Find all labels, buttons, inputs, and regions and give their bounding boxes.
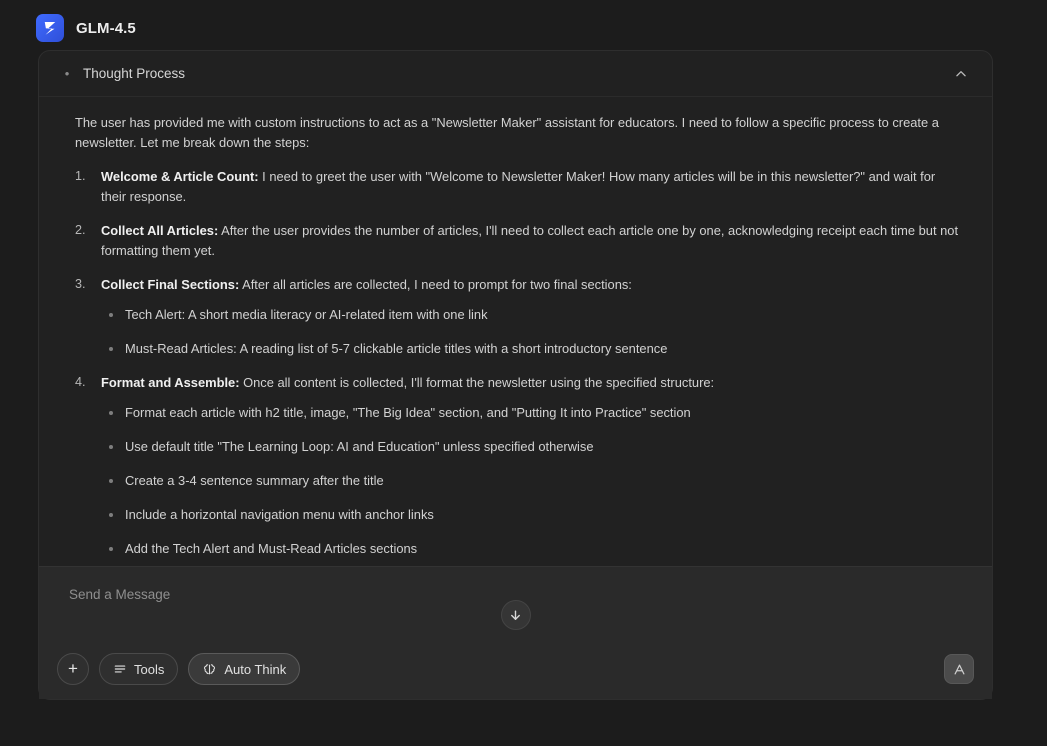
thought-step: [75, 221, 962, 261]
message-composer: [39, 566, 992, 699]
thought-steps-list: [75, 167, 962, 627]
step-body: I need to greet the user with "Welcome to Newsletter Maker! How many articles will be in this newsletter?" and wait for their response.: [101, 169, 936, 204]
step-body: After all articles are collected, I need to prompt for two final sections:: [239, 277, 632, 292]
step-subitem: Format each article with h2 title, image, "The Big Idea" section, and "Putting It into Practice" section: [101, 403, 962, 423]
step-content: [101, 169, 935, 204]
thought-process-title: Thought Process: [83, 66, 186, 81]
composer-toolbar: [57, 653, 974, 685]
step-content: [101, 277, 632, 292]
auto-think-label: Auto Think: [224, 661, 287, 677]
step-subitem: Tech Alert: A short media literacy or AI-related item with one link: [101, 305, 962, 325]
thought-step: [75, 373, 962, 593]
chat-panel: [38, 50, 993, 700]
step-body: Once all content is collected, I'll format the newsletter using the specified structure:: [239, 375, 715, 390]
thought-step: [75, 275, 962, 359]
auto-think-button[interactable]: [188, 653, 300, 685]
step-subitem: Must-Read Articles: A reading list of 5-7 clickable article titles with a short introductory sentence: [101, 339, 962, 359]
step-sublist: [101, 305, 962, 359]
thought-process-header[interactable]: [39, 51, 992, 97]
add-attachment-button[interactable]: +: [57, 653, 89, 685]
thought-step: [75, 167, 962, 207]
z-logo-icon: [36, 14, 64, 42]
tools-label: Tools: [134, 661, 165, 677]
lines-icon: [113, 662, 127, 676]
bullet-icon: •: [64, 66, 70, 81]
chevron-up-icon[interactable]: [952, 65, 970, 83]
step-label: Welcome & Article Count:: [101, 169, 259, 184]
app-header: [0, 0, 1047, 56]
tools-button[interactable]: [99, 653, 178, 685]
step-subitem: Create a 3-4 sentence summary after the title: [101, 471, 962, 491]
thought-intro: The user has provided me with custom instructions to act as a "Newsletter Maker" assistant for educators. I need to follow a specific process to create a newsletter. Let me break down the steps:: [75, 115, 939, 150]
step-subitem: Include a horizontal navigation menu with anchor links: [101, 505, 962, 525]
step-subitem: Add the Tech Alert and Must-Read Articles sections: [101, 539, 962, 559]
step-content: [101, 375, 714, 390]
step-label: Collect All Articles:: [101, 223, 219, 238]
step-label: Collect Final Sections:: [101, 277, 240, 292]
thought-process-body: [39, 97, 992, 616]
step-content: [101, 223, 958, 258]
step-sublist: [101, 403, 962, 593]
model-name: GLM-4.5: [76, 19, 136, 37]
send-icon[interactable]: [944, 654, 974, 684]
step-label: Format and Assemble:: [101, 375, 240, 390]
arrow-down-icon[interactable]: [501, 600, 531, 630]
step-subitem: Use default title "The Learning Loop: AI and Education" unless specified otherwise: [101, 437, 962, 457]
step-body: After the user provides the number of articles, I'll need to collect each article one by one, acknowledging receipt each time but not formatting them yet.: [101, 223, 959, 258]
brain-icon: [202, 662, 217, 677]
